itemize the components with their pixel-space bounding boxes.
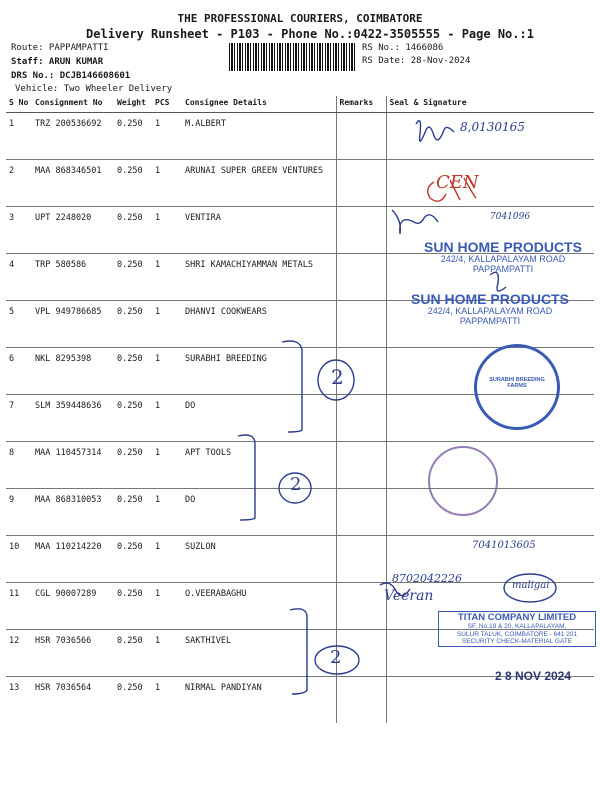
handwriting-row11-note: maligai (512, 580, 550, 591)
stamp-titan-address-1: SF. No.19 & 20, KALLAPALAYAM, (467, 623, 567, 631)
stamp-titan-address-3: SECURITY CHECK-MATERIAL GATE (461, 637, 573, 645)
cell-weight: 0.250 (114, 536, 152, 583)
cell-weight: 0.250 (114, 583, 152, 630)
route-label: Route: PAPPAMPATTI (11, 43, 109, 53)
bracket-rows-6-7 (282, 341, 302, 432)
cell-weight: 0.250 (114, 207, 152, 254)
stamp-surabhi-seal (474, 344, 560, 430)
col-pcs: PCS (152, 96, 182, 113)
page-title: THE PROFESSIONAL COURIERS, COIMBATORE (177, 12, 423, 25)
handwriting-row10: 7041013605 (472, 540, 536, 551)
cell-sno: 5 (6, 301, 32, 348)
stamp-surabhi-text: SURABHI BREEDING FARMS (489, 377, 545, 389)
cell-consignment: MAA 110214220 (32, 536, 114, 583)
stamp-titan-date: 2 8 NOV 2024 (494, 669, 572, 683)
cell-weight: 0.250 (117, 683, 143, 693)
cell-consignee: DO (182, 489, 336, 536)
cell-consignment: MAA 110457314 (32, 442, 114, 489)
cell-pcs: 1 (155, 683, 161, 693)
page-subtitle: Delivery Runsheet - P103 - Phone No.:0422-3505555 - Page No.:1 (86, 27, 534, 41)
col-consignee: Consignee Details (182, 96, 336, 113)
stamp-sun-home-1-name: SUN HOME PRODUCTS (424, 239, 582, 255)
cell-consignee: DO (182, 395, 336, 442)
cell-consignment: TRZ 200536692 (32, 113, 114, 160)
cell-pcs: 1 (152, 630, 182, 677)
handwriting-row11-name: Veeran (384, 588, 434, 604)
cell-consignee: SURABHI BREEDING (182, 348, 336, 395)
cell-sno: 1 (6, 113, 32, 160)
col-consignment: Consignment No (32, 96, 114, 113)
stamp-sun-home-2-town: PAPPAMPATTI (459, 316, 521, 327)
cell-consignee: APT TOOLS (182, 442, 336, 489)
cell-weight: 0.250 (114, 254, 152, 301)
stamp-sun-home-2-name: SUN HOME PRODUCTS (411, 291, 569, 307)
stamp-titan (438, 611, 596, 647)
cell-consignee: ARUNAI SUPER GREEN VENTURES (182, 160, 336, 207)
handwriting-count-6: 2 (331, 365, 344, 389)
cell-sno: 9 (6, 489, 32, 536)
stamp-purple-seal (428, 446, 498, 516)
cell-weight: 0.250 (114, 442, 152, 489)
cell-weight: 0.250 (114, 113, 152, 160)
handwriting-row3: 7041096 (490, 212, 531, 222)
stamp-sun-home-1-address: 242/4, KALLAPALAYAM ROAD (440, 254, 566, 265)
cell-consignee: VENTIRA (182, 207, 336, 254)
drs-label: DRS No.: DCJB146608601 (11, 71, 131, 81)
cell-pcs: 1 (152, 113, 182, 160)
stamp-sun-home-2 (392, 292, 588, 327)
cell-sno: 7 (6, 395, 32, 442)
cell-pcs: 1 (152, 395, 182, 442)
cell-pcs: 1 (152, 489, 182, 536)
cell-consignment: MAA 868346501 (32, 160, 114, 207)
cell-consignment: UPT 2248020 (32, 207, 114, 254)
handwriting-count-9: 2 (290, 474, 302, 495)
cell-sno: 12 (6, 630, 32, 677)
cell-sno: 8 (6, 442, 32, 489)
col-remarks: Remarks (336, 96, 386, 113)
bracket-rows-8-9 (238, 435, 255, 520)
cell-weight: 0.250 (114, 301, 152, 348)
cell-pcs: 1 (152, 348, 182, 395)
cell-sno: 10 (6, 536, 32, 583)
cell-pcs: 1 (152, 207, 182, 254)
cell-pcs: 1 (152, 160, 182, 207)
cell-consignment: VPL 949786685 (32, 301, 114, 348)
cell-consignment: HSR 7036564 (35, 683, 92, 693)
handwriting-row1: 8,0130165 (460, 120, 525, 134)
cell-consignment: SLM 359448636 (32, 395, 114, 442)
cell-sno: 3 (6, 207, 32, 254)
cell-consignment: CGL 90007289 (32, 583, 114, 630)
cell-weight: 0.250 (114, 160, 152, 207)
cell-consignee: SUZLON (182, 536, 336, 583)
cell-consignee: NIRMAL PANDIYAN (185, 683, 262, 693)
col-signature: Seal & Signature (386, 96, 594, 113)
handwriting-row11-phone: 8702042226 (392, 572, 462, 585)
col-sno: S No (6, 96, 32, 113)
stamp-sun-home-1 (408, 240, 598, 275)
cell-consignee: O.VEERABAGHU (182, 583, 336, 630)
cell-pcs: 1 (152, 442, 182, 489)
rs-number: RS No.: 1466086 (362, 43, 444, 53)
cell-consignment: NKL 8295398 (32, 348, 114, 395)
stamp-sun-home-1-town: PAPPAMPATTI (472, 264, 534, 275)
stamp-titan-address-2: SULUR TALUK, COIMBATORE - 641 201 (456, 630, 578, 638)
handwriting-row2: CEN (436, 172, 479, 193)
cell-pcs: 1 (152, 301, 182, 348)
cell-consignee: M.ALBERT (182, 113, 336, 160)
cell-consignment: MAA 868310053 (32, 489, 114, 536)
signature-row3 (392, 210, 438, 234)
cell-consignee: SAKTHIVEL (182, 630, 336, 677)
cell-pcs: 1 (152, 536, 182, 583)
cell-consignee: DHANVI COOKWEARS (182, 301, 336, 348)
staff-label: Staff: ARUN KUMAR (11, 57, 104, 67)
cell-weight: 0.250 (114, 395, 152, 442)
cell-sno: 13 (9, 683, 20, 693)
cell-pcs: 1 (152, 583, 182, 630)
cell-weight: 0.250 (114, 630, 152, 677)
cell-weight: 0.250 (114, 489, 152, 536)
handwriting-count-13: 2 (330, 647, 342, 668)
cell-sno: 6 (6, 348, 32, 395)
cell-weight: 0.250 (114, 348, 152, 395)
cell-consignment: TRP 580586 (32, 254, 114, 301)
cell-sno: 11 (6, 583, 32, 630)
bracket-rows-12-13 (290, 609, 307, 694)
cell-pcs: 1 (152, 254, 182, 301)
rs-date: RS Date: 28-Nov-2024 (362, 56, 471, 66)
cell-sno: 4 (6, 254, 32, 301)
cell-sno: 2 (6, 160, 32, 207)
col-weight: Weight (114, 96, 152, 113)
stamp-sun-home-2-address: 242/4, KALLAPALAYAM ROAD (427, 306, 553, 317)
stamp-titan-name: TITAN COMPANY LIMITED (457, 612, 577, 623)
signature-row1 (416, 121, 454, 141)
cell-consignment: HSR 7036566 (32, 630, 114, 677)
vehicle-label: Vehicle: Two Wheeler Delivery (15, 84, 173, 94)
cell-consignee: SHRI KAMACHIYAMMAN METALS (182, 254, 336, 301)
